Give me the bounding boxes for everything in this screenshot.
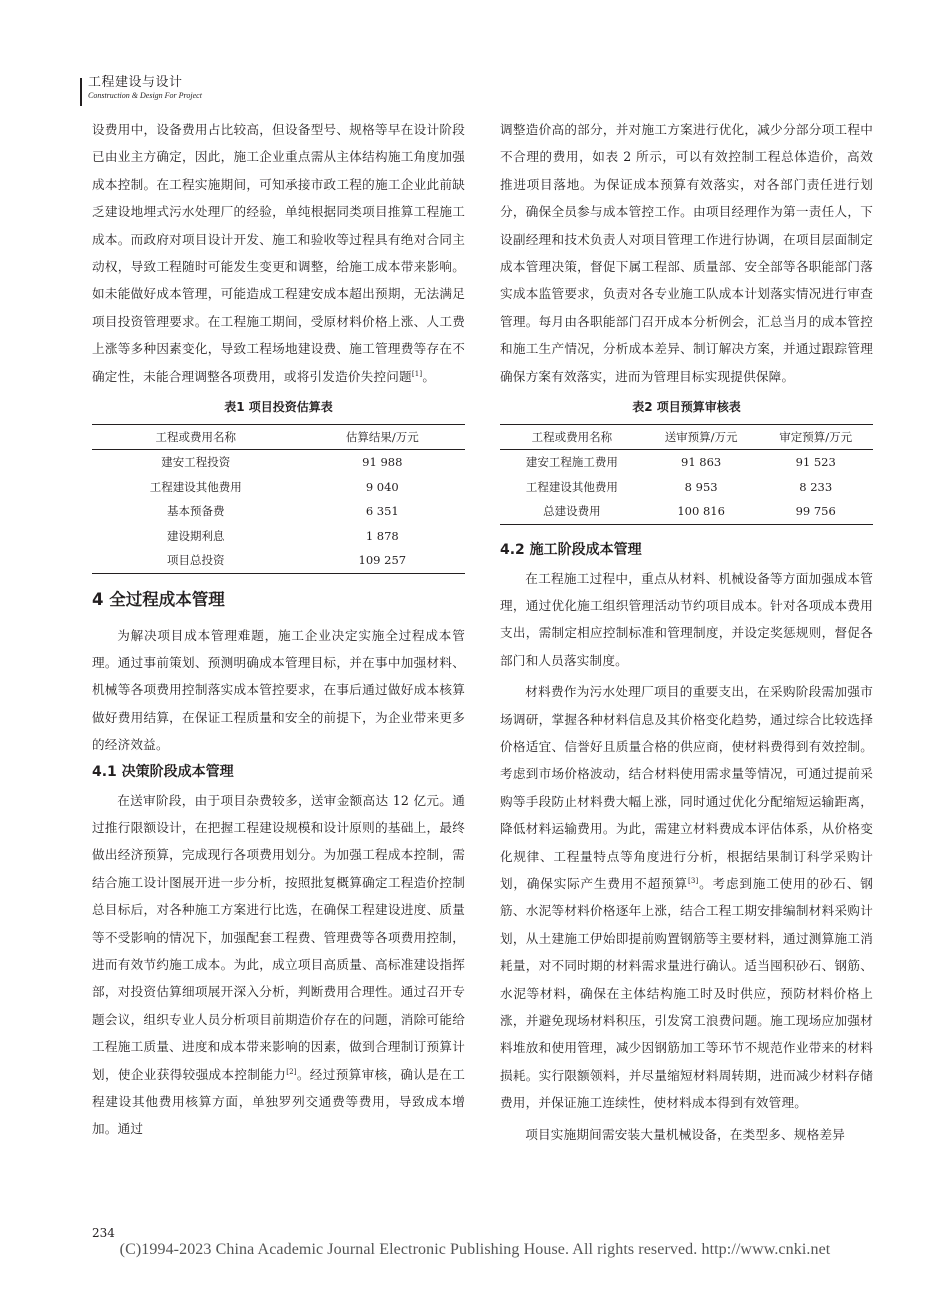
table-row: 工程建设其他费用 9 040	[149, 479, 399, 494]
paragraph-continued: 调整造价高的部分，并对施工方案进行优化，减少分部分项工程中不合理的费用，如表 2 所示，可以有效控制工程总体造价，高效推进项目落地。为保证成本预算有效落实，对各部门责任进行划分，确保全员参与成本管控工作。由项目经理作为第一责任人，下设副经理和技术负责人对项目管理工作进行协调，在项目层面制定成本管理决策，督促下属工程部、质量部、安全部等各职能部门落实成本监管要求，负责对各专业施工队成本计划落实情况进行审查管理。每月由各职能部门召开成本分析例会，汇总当月的成本管控和施工生产情况，分析成本差异、制订解决方案，并通过跟踪管理确保方案有效落实，进而为管理目标实现提供保障。	[500, 122, 873, 384]
citation-2[interactable]: [2]	[286, 1067, 297, 1076]
table1-caption: 表1 项目投资估算表	[224, 400, 333, 415]
table2-caption: 表2 项目预算审核表	[632, 400, 741, 415]
section-4-heading: 4 全过程成本管理	[92, 589, 225, 609]
paragraph-continued: 设费用中，设备费用占比较高，但设备型号、规格等早在设计阶段已由业主方确定，因此，施工企业重点需从主体结构施工角度加强成本控制。在工程实施期间，可知承接市政工程的施工企业此前缺乏建设地埋式污水处理厂的经验，单纯根据同类项目推算工程施工成本。而政府对项目设计开发、施工和验收等过程具有绝对合同主动权，导致工程随时可能发生变更和调整，给施工成本带来影响。如未能做好成本管理，可能造成工程建安成本超出预期，无法满足项目投资管理要求。在工程施工期间，受原材料价格上涨、人工费上涨等多种因素变化，导致工程场地建设费、施工管理费等存在不确定性，未能合理调整各项费用，或将引发造价失控问题[1]。	[92, 122, 465, 384]
table-row: 项目总投资 109 257	[167, 553, 407, 568]
page-number: 234	[92, 1226, 115, 1240]
table-row: 总建设费用 100 816 99 756	[543, 504, 836, 519]
table2-budget-review	[500, 424, 873, 525]
section-4-2-paragraph-3: 项目实施期间需安装大量机械设备，在类型多、规格差异	[525, 1126, 846, 1142]
running-header	[88, 76, 202, 102]
table-header-cell: 工程或费用名称	[500, 425, 644, 450]
table-header-cell: 送审预算/万元	[644, 425, 759, 450]
table-row: 基本预备费 6 351	[167, 504, 399, 519]
section-4-1-paragraph: 在送审阶段，由于项目杂费较多，送审金额高达 12 亿元。通过推行限额设计，在把握工程建设规模和设计原则的基础上，最终做出经济预算，完成现行各项费用划分。为加强工程成本控制，需结合施工设计图展开进一步分析，按照批复概算确定工程造价控制总目标后，对各种施工方案进行比选，在确保工程建设进度、质量等不受影响的情况下，加强配套工程费、管理费等各项费用控制，进而有效节约施工成本。为此，成立项目高质量、高标准建设指挥部，对投资估算细项展开深入分析，判断费用合理性。通过召开专题会议，组织专业人员分析项目前期造价存在的问题，消除可能给工程施工质量、进度和成本带来影响的因素，做到合理制订预算计划，使企业获得较强成本控制能力[2]。经过预算审核，确认是在工程建设其他费用核算方面，单独罗列交通费等费用，导致成本增加。通过	[92, 792, 465, 1137]
left-column	[92, 116, 465, 1143]
table-header-cell: 审定预算/万元	[758, 425, 873, 450]
table-header-cell: 估算结果/万元	[300, 425, 465, 450]
table-header-row	[500, 425, 873, 450]
section-4-paragraph: 为解决项目成本管理难题，施工企业决定实施全过程成本管理。通过事前策划、预测明确成本管理目标，并在事中加强材料、机械等各项费用控制落实成本管控要求，在事后通过做好成本核算做好费用结算，在保证工程质量和安全的前提下，为企业带来更多的经济效益。	[92, 627, 465, 753]
table-row: 工程建设其他费用 8 953 8 233	[525, 479, 833, 494]
table-header-cell: 工程或费用名称	[92, 425, 300, 450]
section-4-2-paragraph-2: 材料费作为污水处理厂项目的重要支出，在采购阶段需加强市场调研，掌握各种材料信息及其价格变化趋势，通过综合比较选择价格适宜、信誉好且质量合格的供应商，使材料费得到有效控制。考虑到市场价格波动，结合材料使用需求量等情况，可通过提前采购等手段防止材料费大幅上涨，同时通过优化分配缩短运输距离，降低材料运输费用。为此，需建立材料费成本评估体系，从价格变化规律、工程量特点等角度进行分析，根据结果制订科学采购计划，确保实际产生费用不超预算[3]。考虑到施工使用的砂石、钢筋、水泥等材料价格逐年上涨，结合工程工期安排编制材料采购计划，从土建施工伊始即提前购置钢筋等主要材料，通过测算施工消耗量，对不同时期的材料需求量进行确认。适当囤积砂石、钢筋、水泥等材料，确保在主体结构施工时及时供应，预防材料价格上涨，并避免现场材料积压，引发窝工浪费问题。施工现场应加强材料堆放和使用管理，减少因钢筋加工等环节不规范作业带来的材料损耗。实行限额领料，并尽量缩短材料周转期，进而减少材料存储费用，并保证施工连续性，使材料成本得到有效管理。	[500, 684, 873, 1111]
citation-3[interactable]: [3]	[687, 876, 699, 885]
table-header-row	[92, 425, 465, 450]
table1-investment-estimate	[92, 424, 465, 574]
table-row: 建安工程施工费用 91 863 91 523	[525, 455, 836, 470]
journal-title-cn: 工程建设与设计	[88, 75, 183, 90]
section-4-2-paragraph-1: 在工程施工过程中，重点从材料、机械设备等方面加强成本管理，通过优化施工组织管理活动节约项目成本。针对各项成本费用支出，需制定相应控制标准和管理制度，并设定奖惩规则，督促各部门和人员落实制度。	[500, 570, 873, 668]
section-4-2-heading: 4.2 施工阶段成本管理	[500, 541, 642, 558]
journal-title-en: Construction & Design For Project	[88, 91, 202, 100]
header-rule	[80, 78, 82, 106]
right-column	[500, 116, 873, 1148]
citation-1[interactable]: [1]	[411, 369, 423, 378]
copyright-footer: (C)1994-2023 China Academic Journal Electronic Publishing House. All rights reserved. http://www.cnki.net	[119, 1241, 831, 1258]
section-4-1-heading: 4.1 决策阶段成本管理	[92, 763, 234, 780]
table-row: 建安工程投资 91 988	[161, 455, 403, 470]
table-row: 建设期利息 1 878	[167, 528, 399, 543]
